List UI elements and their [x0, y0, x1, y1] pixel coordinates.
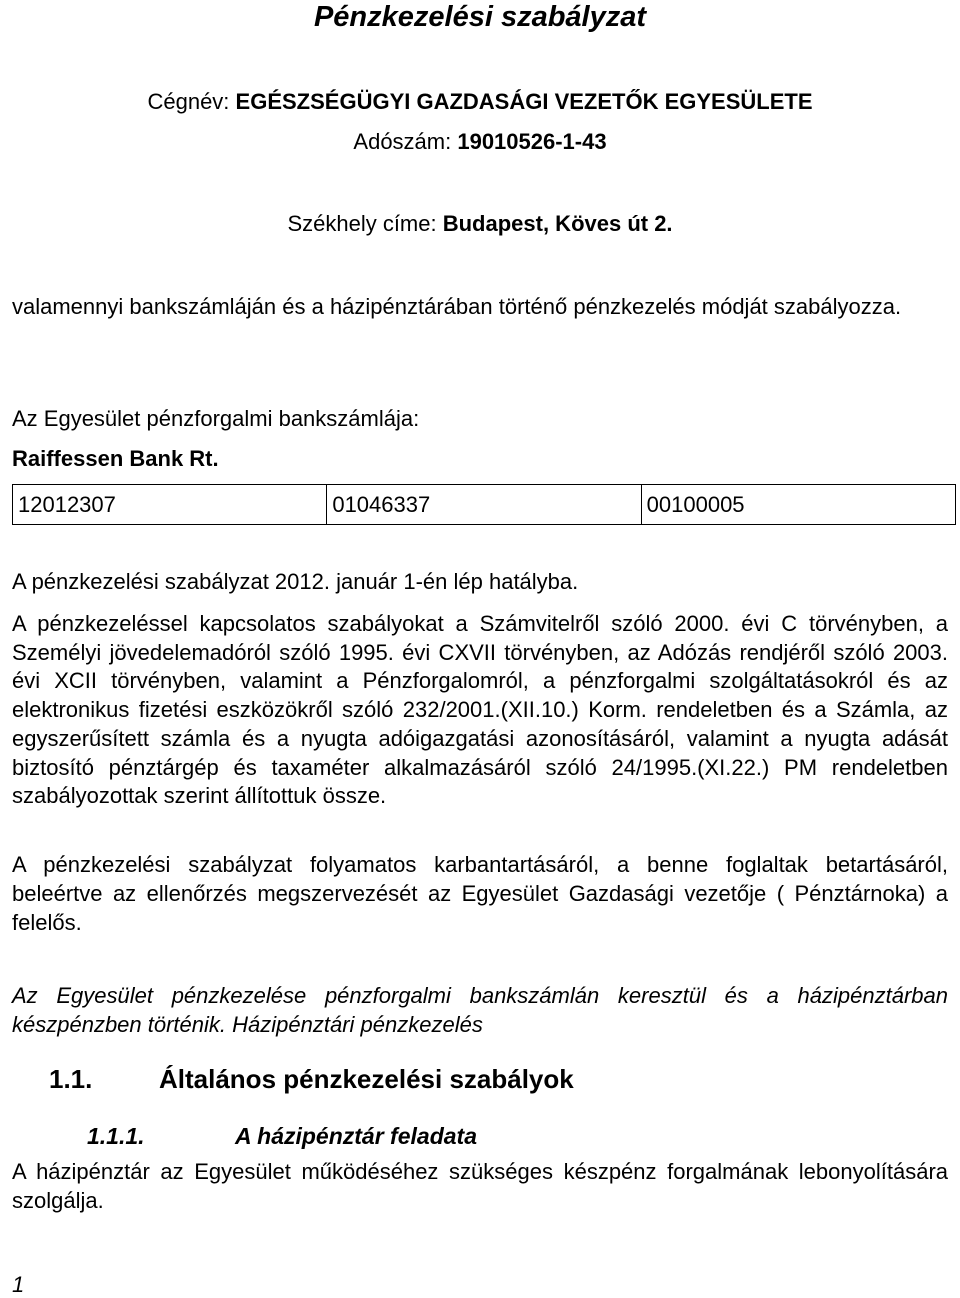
account-part-1: 12012307 [13, 485, 327, 525]
tax-number-value: 19010526-1-43 [457, 129, 607, 154]
bank-account-table [12, 484, 956, 525]
company-line [12, 88, 948, 116]
address-value: Budapest, Köves út 2. [442, 211, 673, 236]
effective-date-text: A pénzkezelési szabályzat 2012. január 1-én lép hatályba. [12, 569, 579, 594]
section-1-1-1-title: A házipénztár feladata [235, 1123, 477, 1149]
address-label: Székhely címe: [287, 211, 443, 236]
intro-paragraph: valamennyi bankszámláján és a házipénztárában történő pénzkezelés módját szabályozza. [12, 294, 902, 319]
bank-account-label: Az Egyesület pénzforgalmi bankszámlája: [12, 406, 420, 431]
tax-number-line [12, 128, 948, 156]
account-part-3: 00100005 [641, 485, 955, 525]
italic-paragraph: Az Egyesület pénzkezelése pénzforgalmi bankszámlán keresztül és a házipénztárban készpénzben történik. Házipénztári pénzkezelés [12, 983, 948, 1037]
bank-name: Raiffessen Bank Rt. [12, 446, 219, 471]
account-part-2: 01046337 [327, 485, 641, 525]
company-name: EGÉSZSÉGÜGYI GAZDASÁGI VEZETŐK EGYESÜLETE [235, 89, 813, 114]
company-label: Cégnév: [147, 89, 236, 114]
address-line [12, 210, 948, 238]
document-title: Pénzkezelési szabályzat [313, 1, 647, 33]
table-row [13, 485, 956, 525]
tax-number-label: Adószám: [353, 129, 458, 154]
section-1-1-title: Általános pénzkezelési szabályok [159, 1064, 574, 1094]
section-1-1-1-number: 1.1.1. [87, 1123, 145, 1149]
legal-basis-paragraph: A pénzkezeléssel kapcsolatos szabályokat a Számvitelről szóló 2000. évi C törvényben, a Személyi jövedelemadóról szóló 1995. évi CXVII törvényben, az Adózás rendjéről szóló 2003. évi XCII törvényben, valamint a Pénzforgalomról, a pénzforgalmi szolgáltatásokról és az elektronikus fizetési eszközökről szóló 232/2001.(XII.10.) Korm. rendeletben és a Számla, az egyszerűsített számla és a nyugta adóigazgatási azonosításáról, valamint a nyugta adását biztosító pénztárgép és taxaméter alkalmazásáról szóló 24/1995.(XI.22.) PM rendeletben szabályozottak szerint állítottuk össze. [12, 611, 948, 809]
responsibility-paragraph: A pénzkezelési szabályzat folyamatos karbantartásáról, a benne foglaltak betartásáról, beleértve az ellenőrzés megszervezését az Egyesület Gazdasági vezetője ( Pénztárnoka) a felelős. [12, 852, 948, 935]
page-number: 1 [12, 1272, 25, 1297]
task-paragraph: A házipénztár az Egyesület működéséhez szükséges készpénz forgalmának lebonyolítására szolgálja. [12, 1159, 948, 1213]
section-1-1-number: 1.1. [49, 1064, 93, 1094]
